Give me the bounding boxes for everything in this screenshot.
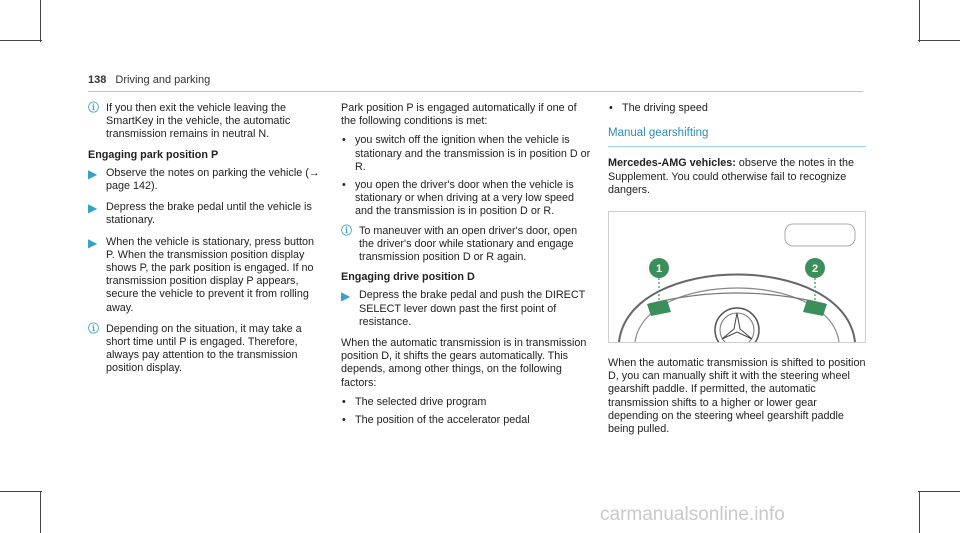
svg-text:1: 1	[655, 263, 663, 276]
note	[88, 323, 320, 376]
paragraph: When the automatic transmission is in transmission position D, it shifts the gears automatically. This depends, among other things, on the following factors:	[341, 337, 587, 389]
amg-text: observe the notes in the Supplement. You could otherwise fail to recognize dangers.	[608, 157, 855, 196]
step-text: Observe the notes on parking the vehicle (→ page 142).	[106, 166, 320, 193]
section-title: Driving and parking	[115, 74, 211, 86]
section-rule	[608, 146, 866, 147]
arrow-icon: ▶	[88, 166, 98, 181]
watermark: carmanualsonline.info	[600, 504, 785, 525]
bullet-list	[341, 134, 591, 218]
amg-label: Mercedes-AMG vehicles:	[608, 157, 736, 170]
page-number: 138	[88, 74, 107, 86]
crop-mark	[40, 0, 41, 42]
page-header	[88, 74, 210, 87]
step	[341, 289, 591, 329]
callout-2	[805, 258, 825, 278]
note	[341, 225, 591, 265]
heading-drive-position: Engaging drive position D	[341, 271, 475, 284]
bullet-list	[341, 396, 591, 427]
crop-mark	[40, 491, 41, 533]
header-rule	[88, 91, 863, 92]
crop-mark	[918, 40, 960, 41]
list-item: • you switch off the ignition when the vehicle is stationary and the transmission is in position D or R.	[342, 134, 591, 173]
list-item-text: The driving speed	[622, 102, 708, 114]
crop-mark	[0, 491, 42, 492]
crop-mark	[0, 40, 42, 41]
arrow-icon: ▶	[341, 289, 351, 304]
column-1	[88, 102, 320, 383]
list-item: • you open the driver's door when the vehicle is stationary or when driving at a very low speed and the transmission is in position D or R.	[342, 179, 575, 218]
note-text: If you then exit the vehicle leaving the SmartKey in the vehicle, the automatic transmission remains in neutral N.	[106, 102, 291, 141]
list-item-text: you switch off the ignition when the vehicle is stationary and the transmission is in position D or R.	[355, 134, 591, 173]
step	[88, 236, 320, 315]
callout-1	[649, 258, 669, 278]
step	[88, 167, 320, 193]
steering-wheel-illustration	[609, 212, 865, 342]
paragraph	[608, 157, 866, 197]
step-text: Depress the brake pedal until the vehicle is stationary.	[106, 201, 312, 227]
list-item-text: you open the driver's door when the vehicle is stationary or when driving at a very low speed and the transmission is in position D or R.	[355, 179, 575, 218]
list-item-text: The position of the accelerator pedal	[355, 414, 530, 427]
arrow-icon: ▶	[88, 235, 98, 250]
column-2	[341, 102, 591, 433]
crop-mark	[919, 491, 920, 533]
note-text: Depending on the situation, it may take a short time until P is engaged. Therefore, always pay attention to the transmission position display.	[106, 322, 302, 375]
column-3	[608, 102, 866, 442]
info-icon: ⓘ	[341, 224, 352, 237]
list-item: • The selected drive program	[342, 395, 487, 408]
info-icon: ⓘ	[88, 102, 99, 114]
note	[88, 102, 320, 142]
list-item: • The position of the accelerator pedal	[342, 414, 530, 427]
section-heading: Manual gearshifting	[608, 127, 709, 140]
svg-text:2: 2	[811, 263, 819, 276]
step-text: Depress the brake pedal and push the DIRECT SELECT lever down past the first point of resistance.	[359, 289, 586, 328]
step	[88, 201, 320, 227]
info-icon: ⓘ	[88, 322, 99, 335]
crop-mark	[918, 491, 960, 492]
crop-mark	[919, 0, 920, 42]
bullet-list	[608, 102, 866, 115]
heading-park-position: Engaging park position P	[88, 148, 219, 161]
paragraph: Park position P is engaged automatically if one of the following conditions is met:	[341, 102, 577, 128]
arrow-icon: ▶	[88, 201, 98, 216]
steering-wheel-figure	[608, 211, 866, 343]
note-text: To maneuver with an open driver's door, open the driver's door while stationary and engage transmission position D or R again.	[359, 224, 578, 264]
paragraph: When the automatic transmission is shifted to position D, you can manually shift it with the steering wheel gearshift paddle. If permitted, the automatic transmission shifts to a higher or lower gear depending on the steering wheel gearshift paddle being pulled.	[608, 357, 866, 436]
step-text: When the vehicle is stationary, press button P. When the transmission position display shows P, the park position is engaged. If no transmission position display P appears, secure the vehicle to prevent it from rolling away.	[106, 235, 315, 314]
list-item: • The driving speed	[609, 102, 708, 114]
list-item-text: The selected drive program	[355, 395, 487, 408]
